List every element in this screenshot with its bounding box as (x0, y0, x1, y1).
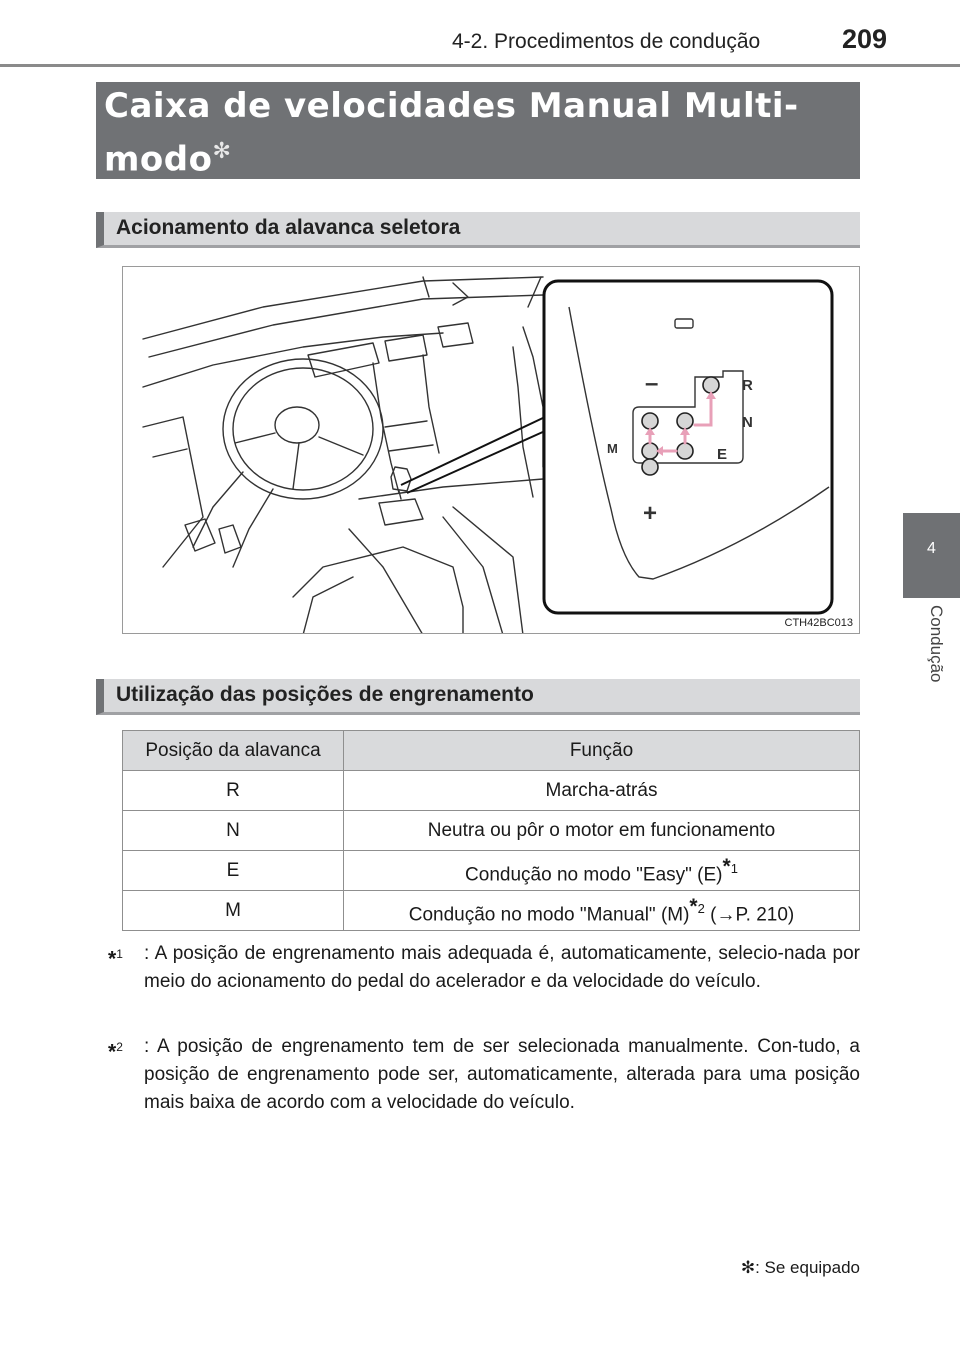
page-reference-link[interactable]: (→P. 210) (710, 904, 795, 926)
equipped-asterisk-icon: ✻ (212, 139, 232, 164)
gear-label-m: M (607, 441, 618, 456)
footnote-1-text: : A posição de engrenamento mais adequada é, automaticamente, selecio-nada por meio do acionamento do pedal do acelerador e da velocidade do veículo. (144, 943, 860, 992)
equipped-asterisk-icon: ✻ (740, 1258, 756, 1277)
equipped-footnote-text: : Se equipado (755, 1258, 860, 1277)
figure-code: CTH42BC013 (784, 617, 853, 629)
chapter-number: 4 (927, 540, 936, 557)
table-row (123, 851, 860, 891)
section-breadcrumb: 4-2. Procedimentos de condução (452, 30, 761, 53)
table-cell-position: M (123, 891, 344, 931)
minus-label: – (645, 370, 659, 397)
page-number: 209 (842, 24, 888, 54)
footnote-2-text: : A posição de engrenamento tem de ser selecionada manualmente. Con-tudo, a posição de engrenamento pode ser, automaticamente, alterada para uma posição mais baixa de acordo com a velocidade do veículo. (144, 1036, 860, 1113)
function-text: Condução no modo "Easy" (E) (465, 864, 723, 886)
table-cell-function (344, 771, 860, 811)
equipped-footnote (741, 1258, 860, 1278)
car-interior-illustration (123, 267, 860, 634)
footnote-1 (108, 940, 860, 996)
page-title (96, 82, 860, 179)
table-cell-position: E (123, 851, 344, 891)
table-cell-function (344, 851, 860, 891)
footnote-2-marker: *$^2$ (108, 1040, 123, 1064)
plus-label: + (643, 500, 658, 527)
table-cell-function (344, 811, 860, 851)
gear-positions-table (122, 730, 860, 931)
table-row (123, 891, 860, 931)
footnote-ref: *2 (689, 894, 705, 918)
column-header-function: Função (344, 731, 860, 771)
table-cell-position: R (123, 771, 344, 811)
table-row (123, 771, 860, 811)
table-row (123, 811, 860, 851)
footnote-2 (108, 1033, 860, 1117)
chapter-label: Condução (927, 605, 946, 683)
table-cell-position: N (123, 811, 344, 851)
function-text: Marcha-atrás (545, 779, 658, 801)
header-divider (0, 64, 960, 67)
gear-label-r: R (742, 377, 753, 394)
page-title-text: Caixa de velocidades Manual Multi-modo (104, 86, 799, 180)
function-text: Condução no modo "Manual" (M) (408, 904, 690, 926)
gear-label-n: N (742, 414, 753, 431)
table-cell-function (344, 891, 860, 931)
function-text: Neutra ou pôr o motor em funcionamento (427, 819, 776, 841)
table-header-row (123, 731, 860, 771)
footnote-ref: *1 (722, 854, 738, 878)
gear-label-e: E (717, 446, 728, 463)
shift-lever-figure (122, 266, 860, 634)
section-heading-lever-operation: Acionamento da alavanca seletora (96, 212, 860, 248)
section-heading-gear-positions: Utilização das posições de engrenamento (96, 679, 860, 715)
column-header-position: Posição da alavanca (123, 731, 344, 771)
footnote-1-marker: *$^1$ (108, 947, 123, 971)
